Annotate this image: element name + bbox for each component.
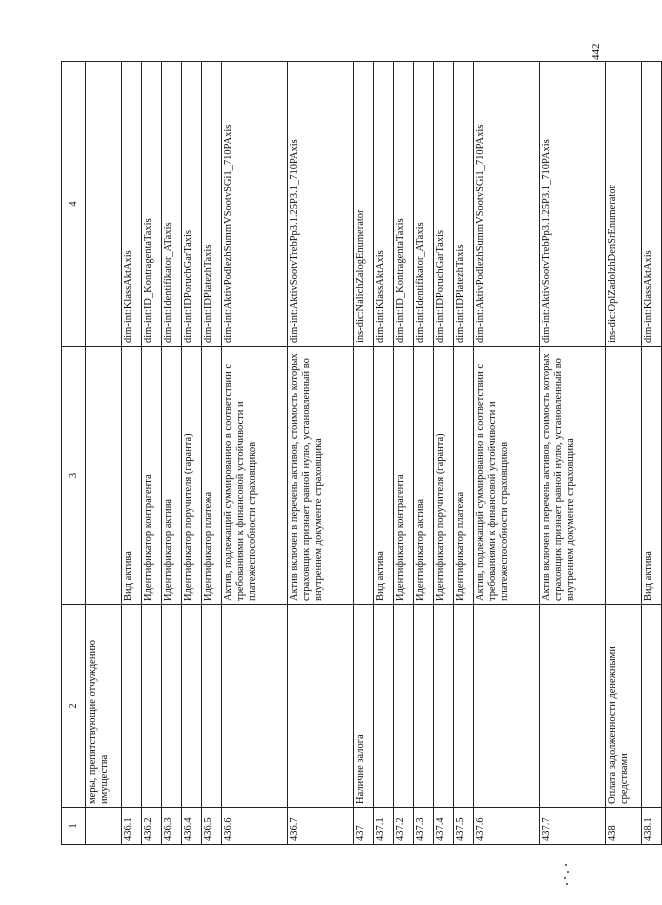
row-number-cell: 436.1 (122, 808, 142, 845)
table-row (202, 62, 222, 845)
row-number-cell (86, 808, 122, 845)
row-number-cell: 437.1 (374, 808, 394, 845)
row-number-cell: 438 (606, 808, 642, 845)
indicator-name-cell (434, 605, 454, 808)
table-row (182, 62, 202, 845)
analytic-name-cell: Актив включен в перечень активов, стоимость которых страховщик признает равной нулю, установленный во внутреннем документе страховщика (540, 347, 606, 605)
table-row (288, 62, 354, 845)
indicator-name-cell (122, 605, 142, 808)
analytic-name-cell: Идентификатор актива (162, 347, 182, 605)
table-row (540, 62, 606, 845)
taxonomy-element-cell: dim-int:Identifikator_ATaxis (414, 62, 434, 347)
analytic-name-cell: Идентификатор контрагента (142, 347, 162, 605)
indicator-name-cell (454, 605, 474, 808)
table-row (354, 62, 374, 845)
row-number-cell: 437.6 (474, 808, 540, 845)
row-number-cell: 437.2 (394, 808, 414, 845)
rotated-table-container (61, 62, 654, 845)
analytic-name-cell: Вид актива (122, 347, 142, 605)
analytic-name-cell (86, 347, 122, 605)
page-number: 442 (590, 43, 602, 60)
row-number-cell: 437.4 (434, 808, 454, 845)
row-number-cell: 437 (354, 808, 374, 845)
table-row (394, 62, 414, 845)
analytic-name-cell: Идентификатор платежа (454, 347, 474, 605)
column-header: 2 (62, 605, 86, 808)
taxonomy-element-cell: dim-int:IDPoruchGarTaxis (182, 62, 202, 347)
taxonomy-element-cell: ins-dic:NalichZalogEnumerator (354, 62, 374, 347)
row-number-cell: 437.5 (454, 808, 474, 845)
taxonomy-element-cell: dim-int:AktivSootvTrebPp3.1.25P3.1_710PAxis (288, 62, 354, 347)
analytic-name-cell: Идентификатор поручителя (гаранта) (182, 347, 202, 605)
row-number-cell: 436.3 (162, 808, 182, 845)
table-row (222, 62, 288, 845)
column-header: 4 (62, 62, 86, 347)
row-number-cell: 437.3 (414, 808, 434, 845)
taxonomy-element-cell: dim-int:IDPoruchGarTaxis (434, 62, 454, 347)
table-row (86, 62, 122, 845)
indicator-name-cell (222, 605, 288, 808)
indicator-name-cell (202, 605, 222, 808)
analytic-name-cell: Идентификатор актива (414, 347, 434, 605)
indicator-name-cell (182, 605, 202, 808)
analytic-name-cell: Вид актива (642, 347, 662, 605)
analytic-name-cell: Актив включен в перечень активов, стоимость которых страховщик признает равной нулю, установленный во внутреннем документе страховщика (288, 347, 354, 605)
indicator-name-cell: Наличие залога (354, 605, 374, 808)
indicator-name-cell: Оплата задолженности денежными средствами (606, 605, 642, 808)
taxonomy-element-cell: dim-int:ID_KontragentaTaxis (394, 62, 414, 347)
taxonomy-element-cell: dim-int:AktivPodlezhSummVSootvSGi1_710PAxis (474, 62, 540, 347)
column-header: 1 (62, 808, 86, 845)
row-number-cell: 436.4 (182, 808, 202, 845)
analytic-name-cell (606, 347, 642, 605)
table-row (374, 62, 394, 845)
row-number-cell: 436.5 (202, 808, 222, 845)
taxonomy-element-cell: dim-int:KlassAktAxis (642, 62, 662, 347)
table-row (434, 62, 454, 845)
scan-artifact (563, 862, 571, 886)
indicator-name-cell (474, 605, 540, 808)
table-row (122, 62, 142, 845)
table-row (642, 62, 662, 845)
indicator-name-cell (162, 605, 182, 808)
row-number-cell: 436.7 (288, 808, 354, 845)
taxonomy-element-cell: dim-int:IDPlatezhTaxis (202, 62, 222, 347)
taxonomy-element-cell: dim-int:IDPlatezhTaxis (454, 62, 474, 347)
taxonomy-element-cell: ins-dic:OplZadolzhDenSrEnumerator (606, 62, 642, 347)
row-number-cell: 436.6 (222, 808, 288, 845)
indicator-name-cell (642, 605, 662, 808)
taxonomy-element-cell: dim-int:ID_KontragentaTaxis (142, 62, 162, 347)
analytic-name-cell: Вид актива (374, 347, 394, 605)
row-number-cell: 438.1 (642, 808, 662, 845)
indicator-name-cell: меры, препятствующие отчуждению имущества (86, 605, 122, 808)
table-row (162, 62, 182, 845)
row-number-cell: 436.2 (142, 808, 162, 845)
table-row (606, 62, 642, 845)
taxonomy-element-cell (86, 62, 122, 347)
table-row (414, 62, 434, 845)
analytic-name-cell: Идентификатор платежа (202, 347, 222, 605)
taxonomy-element-cell: dim-int:Identifikator_ATaxis (162, 62, 182, 347)
table-row (474, 62, 540, 845)
taxonomy-element-cell: dim-int:KlassAktAxis (122, 62, 142, 347)
indicator-name-cell (374, 605, 394, 808)
row-number-cell: 437.7 (540, 808, 606, 845)
column-header: 3 (62, 347, 86, 605)
indicator-name-cell (288, 605, 354, 808)
indicator-name-cell (394, 605, 414, 808)
analytic-name-cell: Актив, подлежащий суммированию в соответствии с требованиями к финансовой устойчивости и платежеспособности страховщиков (474, 347, 540, 605)
analytic-name-cell (354, 347, 374, 605)
taxonomy-element-cell: dim-int:KlassAktAxis (374, 62, 394, 347)
analytic-name-cell: Идентификатор контрагента (394, 347, 414, 605)
analytic-name-cell: Актив, подлежащий суммированию в соответствии с требованиями к финансовой устойчивости и платежеспособности страховщиков (222, 347, 288, 605)
indicator-name-cell (142, 605, 162, 808)
table-header-row (62, 62, 86, 845)
indicator-name-cell (414, 605, 434, 808)
data-table (61, 61, 662, 845)
table-row (142, 62, 162, 845)
table-row (454, 62, 474, 845)
taxonomy-element-cell: dim-int:AktivSootvTrebPp3.1.25P3.1_710PAxis (540, 62, 606, 347)
indicator-name-cell (540, 605, 606, 808)
taxonomy-element-cell: dim-int:AktivPodlezhSummVSootvSGi1_710PAxis (222, 62, 288, 347)
analytic-name-cell: Идентификатор поручителя (гаранта) (434, 347, 454, 605)
